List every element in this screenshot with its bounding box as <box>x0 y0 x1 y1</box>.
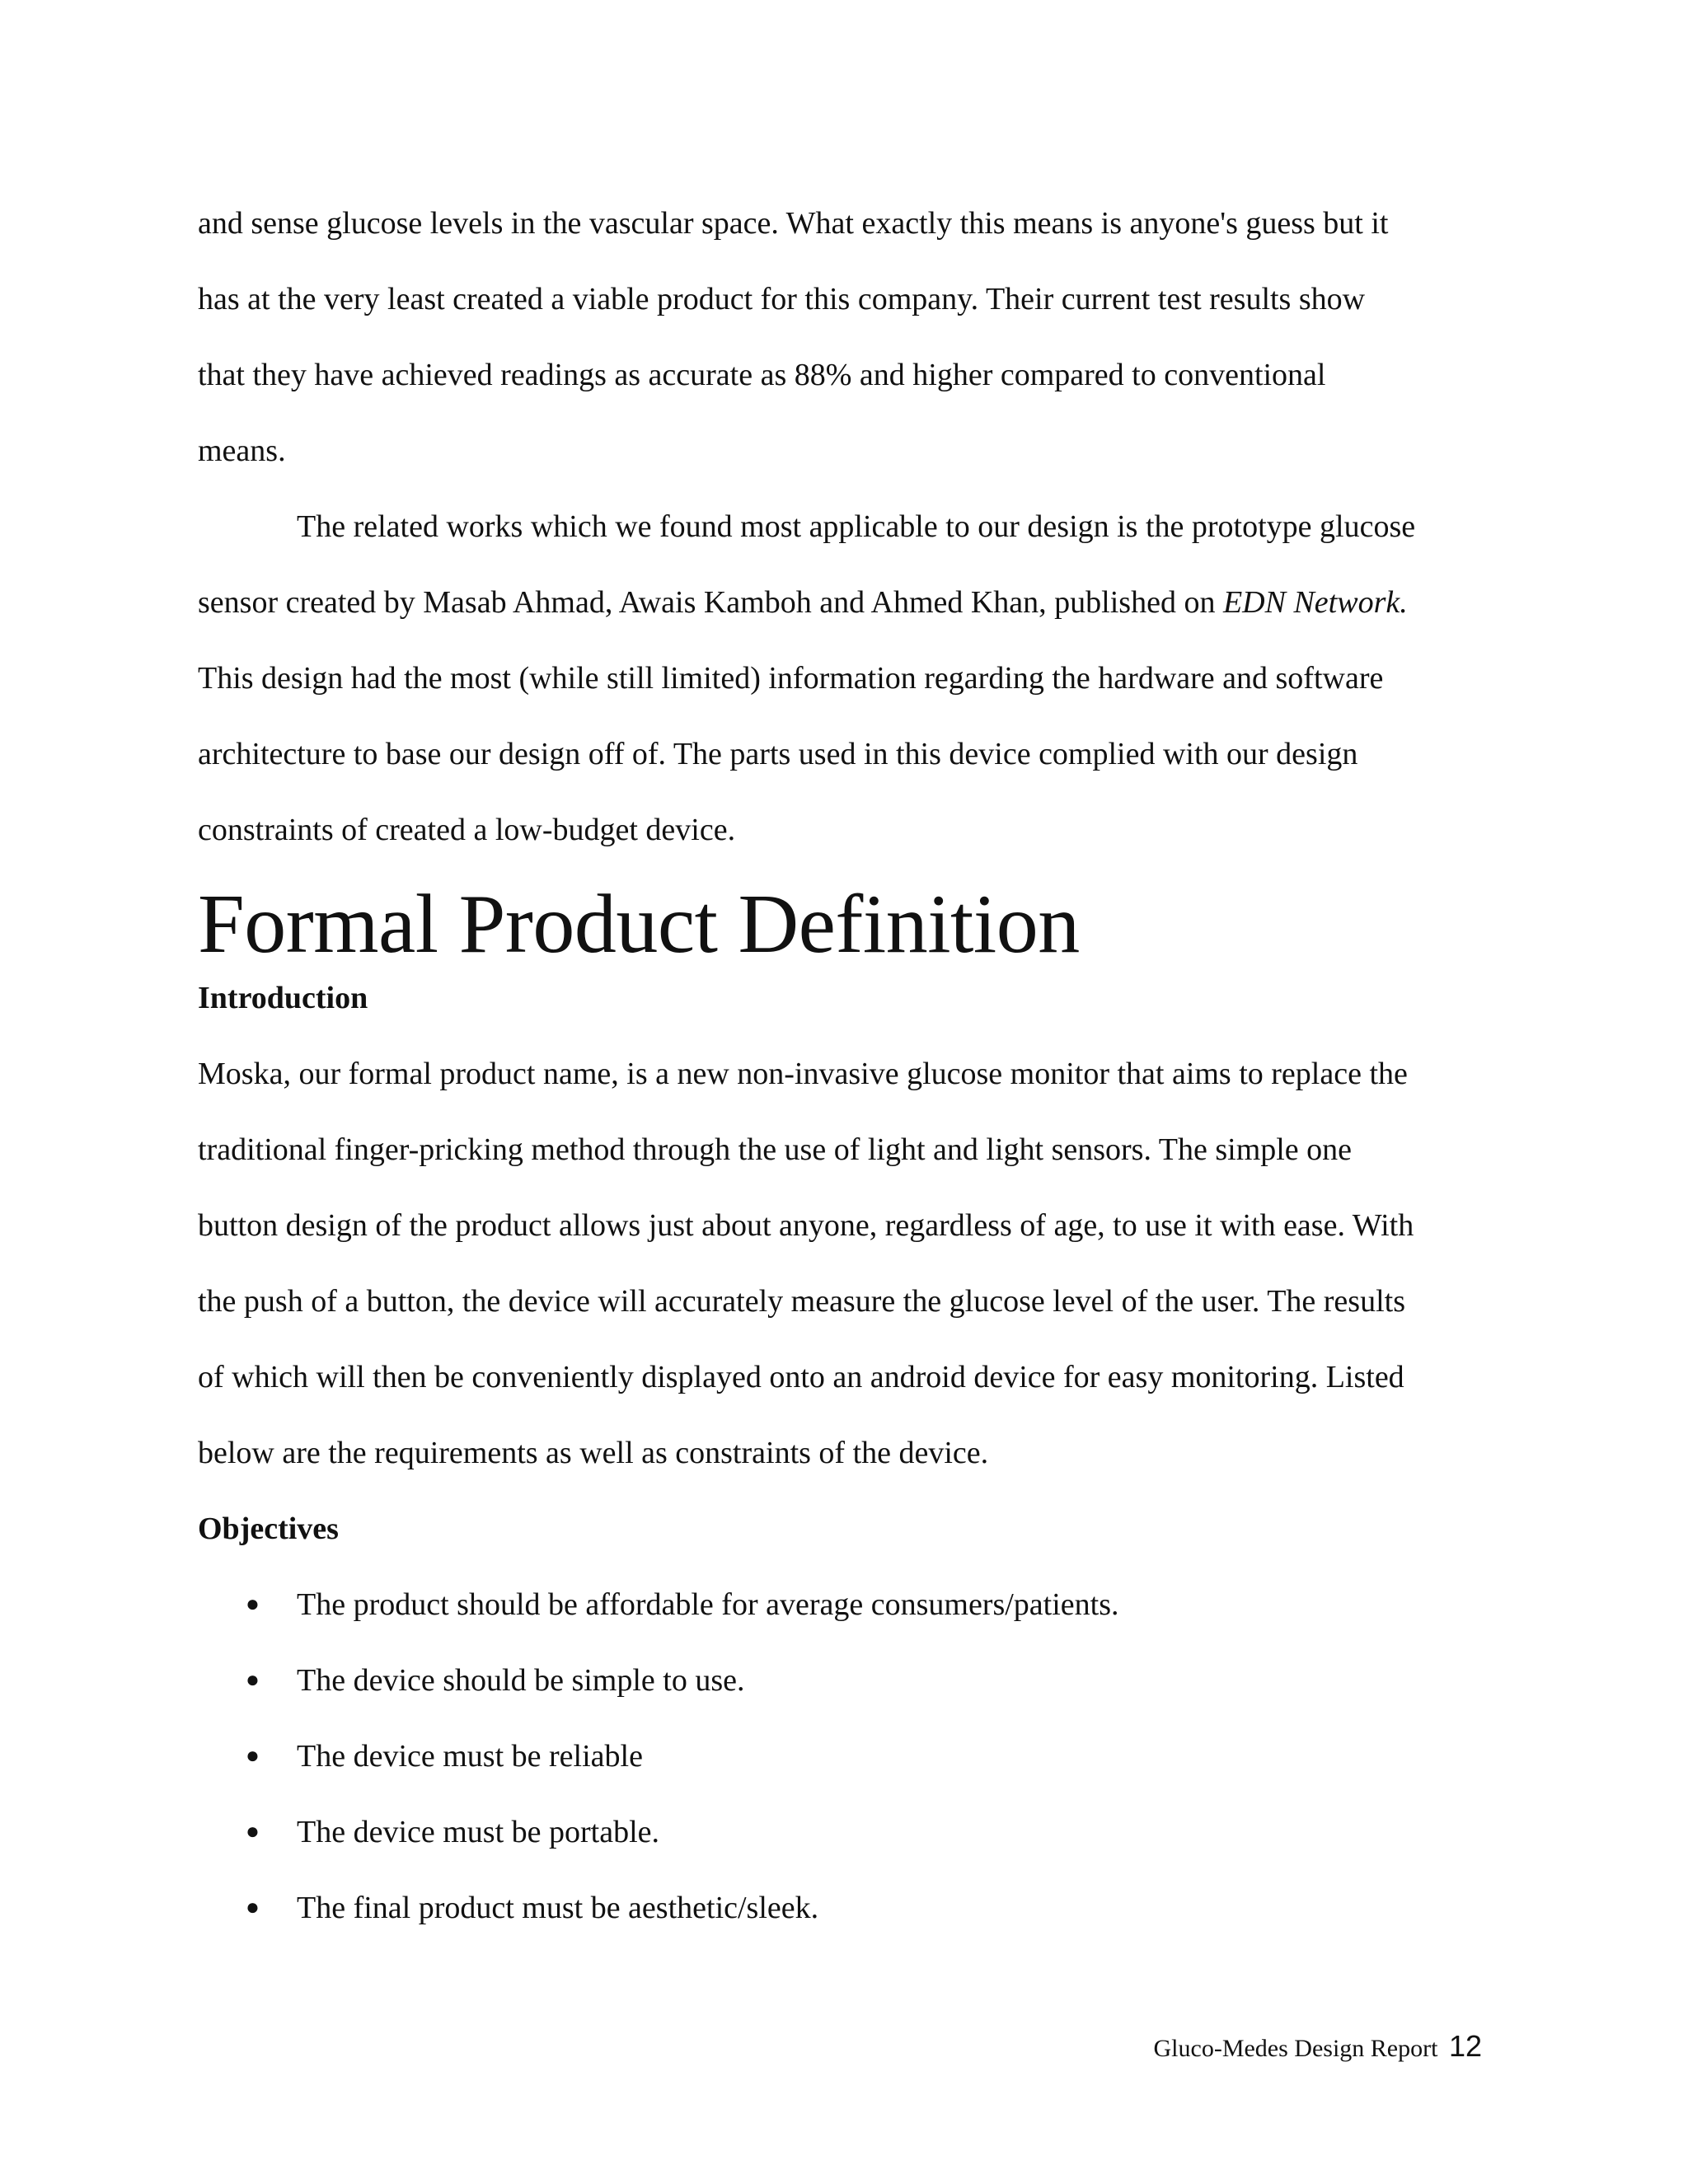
section-title: Formal Product Definition <box>198 878 1080 971</box>
paragraph-line: The related works which we found most applicable to our design is the prototype glucose <box>297 509 1416 544</box>
paragraph-line: and sense glucose levels in the vascular space. What exactly this means is anyone's guess but it <box>198 206 1389 241</box>
paragraph-line: button design of the product allows just about anyone, regardless of age, to use it with ease. With <box>198 1208 1414 1243</box>
introduction-paragraph <box>198 1036 1492 1491</box>
paragraph-line: This design had the most (while still limited) information regarding the hardware and software <box>198 661 1384 696</box>
paragraph-line: of which will then be conveniently displayed onto an android device for easy monitoring. Listed <box>198 1360 1404 1394</box>
list-item <box>198 1794 1492 1870</box>
paragraph-line: below are the requirements as well as constraints of the device. <box>198 1436 989 1470</box>
list-item-text: The device should be simple to use. <box>297 1663 745 1698</box>
paragraph-line: Moska, our formal product name, is a new non-invasive glucose monitor that aims to replace the <box>198 1057 1408 1091</box>
list-item-text: The device must be portable. <box>297 1815 660 1849</box>
paragraph-line: architecture to base our design off of. The parts used in this device complied with our design <box>198 737 1358 771</box>
intro-continuation-paragraph <box>198 185 1492 489</box>
list-item <box>198 1870 1492 1946</box>
objectives-list <box>198 1567 1492 1946</box>
bullet-icon: ● <box>246 1591 260 1617</box>
objectives-heading: Objectives <box>198 1511 339 1546</box>
paragraph-line: that they have achieved readings as accurate as 88% and higher compared to conventional <box>198 358 1326 392</box>
paragraph-line: traditional finger-pricking method through the use of light and light sensors. The simple one <box>198 1132 1353 1167</box>
publication-name: EDN Network. <box>1222 585 1408 620</box>
report-name: Gluco-Medes Design Report <box>1153 2035 1438 2062</box>
list-item <box>198 1643 1492 1718</box>
list-item-text: The product should be affordable for average consumers/patients. <box>297 1587 1119 1622</box>
bullet-icon: ● <box>246 1895 260 1920</box>
document-page <box>198 185 1492 1946</box>
paragraph-text: sensor created by Masab Ahmad, Awais Kamboh and Ahmed Khan, published on <box>198 585 1223 620</box>
paragraph-line: means. <box>198 434 286 468</box>
paragraph-line: has at the very least created a viable product for this company. Their current test results show <box>198 282 1366 316</box>
bullet-icon: ● <box>246 1743 260 1769</box>
list-item-text: The device must be reliable <box>297 1739 643 1774</box>
page-number: 12 <box>1448 2029 1482 2063</box>
related-works-paragraph <box>198 489 1492 868</box>
list-item <box>198 1567 1492 1643</box>
paragraph-line: the push of a button, the device will accurately measure the glucose level of the user. The results <box>198 1284 1405 1319</box>
list-item <box>198 1718 1492 1794</box>
page-footer <box>1154 2029 1482 2064</box>
paragraph-line <box>198 565 1492 640</box>
list-item-text: The final product must be aesthetic/sleek. <box>297 1891 819 1925</box>
bullet-icon: ● <box>246 1819 260 1844</box>
paragraph-line: constraints of created a low-budget device. <box>198 813 736 847</box>
bullet-icon: ● <box>246 1667 260 1693</box>
introduction-heading: Introduction <box>198 981 368 1015</box>
